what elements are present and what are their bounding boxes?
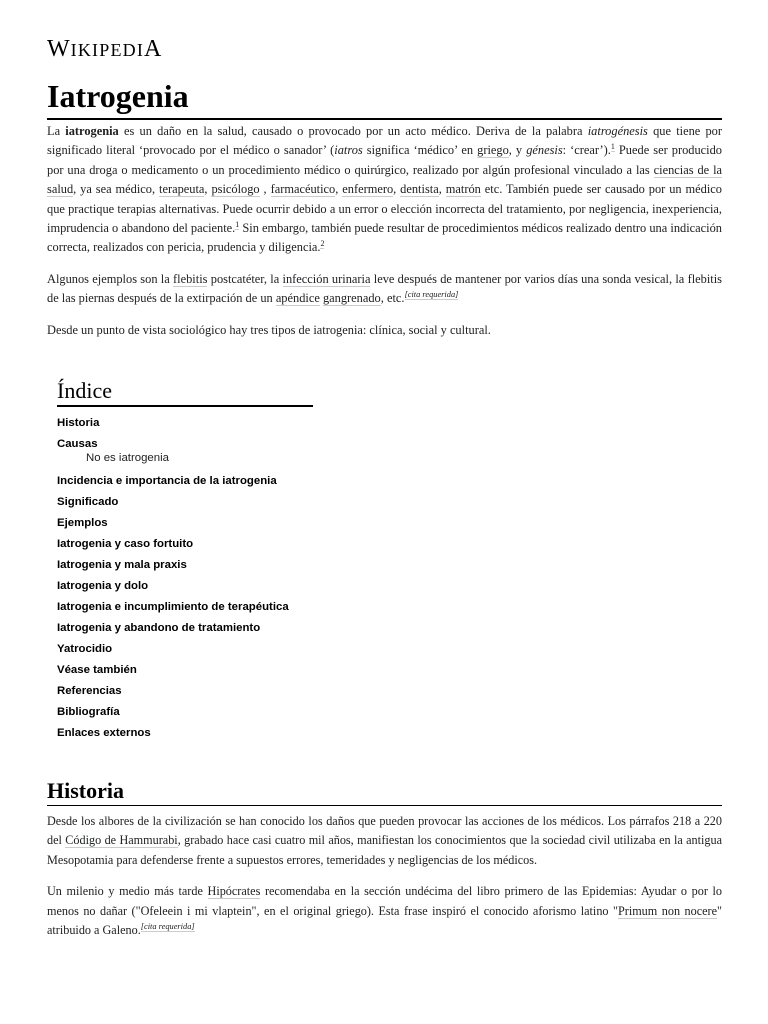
toc-item-ejemplos[interactable]: Ejemplos [57,517,108,530]
text: significa ‘médico’ en [362,143,478,158]
text: Sin embargo, también puede resultar de procedimientos médicos realizado dentro una indicación correcta, realizados con pericia, prudencia y diligencia. [47,221,722,255]
text: Desde los albores de la civilización se han conocido los daños que pueden provocar las acciones de los médicos. Los párrafos 218 a 220 del [47,814,722,848]
link-dentista[interactable]: dentista [400,182,439,197]
link-hipocrates[interactable]: Hipócrates [207,884,261,899]
toc-item-enlaces-externos[interactable]: Enlaces externos [57,727,151,740]
toc-title: Índice [57,378,313,407]
text: La [47,124,66,138]
toc-item-abandono[interactable]: Iatrogenia y abandono de tratamiento [57,622,261,635]
bold-term: iatrogenia [65,124,119,138]
link-griego[interactable]: griego [477,143,509,158]
toc-list [57,413,457,744]
intro-paragraph-3: Desde un punto de vista sociológico hay tres tipos de iatrogenia: clínica, social y cultural. [47,322,491,337]
italic-term: génesis [526,143,563,158]
toc-item-incumplimiento[interactable]: Iatrogenia e incumplimiento de terapéutica [57,601,289,614]
link-codigo-de-hammurabi[interactable]: Código de Hammurabi [65,833,178,848]
citation-needed-link[interactable]: [cita requerida] [140,922,195,932]
historia-paragraph-2 [47,882,722,940]
toc-item-caso-fortuito[interactable]: Iatrogenia y caso fortuito [57,538,194,551]
text: recomendaba en la sección undécima del libro primero de las Epidemias: Ayudar o por lo menos no dañar ("Ofeleein i mi vlaptein", en el original griego). Esta frase inspiró el conocido aforismo latino " [47,884,722,918]
text: : ‘crear’). [562,143,611,158]
link-terapeuta[interactable]: terapeuta [159,182,205,197]
text: , etc. [380,291,405,306]
text: que tiene por significado literal ‘provocado por el médico o sanador’ ( [47,124,723,158]
text: etc. También puede ser causado por un médico que practique terapias alternativas. Puede ocurrir debido a un error o elección incorrecta del tratamiento, por negligencia, inexperiencia, imprudencia o abandono del paciente. [47,182,722,236]
link-psicologo[interactable]: psicólogo [211,182,260,197]
historia-paragraph-1 [47,812,722,870]
text: , [393,182,401,197]
section-historia [47,812,722,940]
link-gangrenado[interactable]: gangrenado [322,291,381,306]
toc-item-incidencia[interactable]: Incidencia e importancia de la iatrogenia [57,475,277,488]
toc-item-mala-praxis[interactable]: Iatrogenia y mala praxis [57,559,187,572]
link-matron[interactable]: matrón [445,182,481,197]
text: Puede ser producido por una droga o medicamento o un procedimiento médico o quirúrgico, realizado por algún profesional vinculado a las [47,143,722,177]
reference-link[interactable]: 2 [320,239,325,249]
reference-link[interactable]: 1 [610,142,615,152]
text: , [335,182,343,197]
toc-item-causas[interactable]: Causas [57,438,98,451]
table-of-contents [57,378,457,744]
text: , [438,182,446,197]
wikipedia-logo[interactable] [47,36,162,63]
toc-item-dolo[interactable]: Iatrogenia y dolo [57,580,149,593]
text: Algunos ejemplos son la [47,271,174,286]
link-enfermero[interactable]: enfermero [342,182,394,197]
text: , y [508,143,527,158]
toc-item-significado[interactable]: Significado [57,496,119,509]
text: es un daño en la salud, causado o provocado por un acto médico. Deriva de la palabra [118,124,588,138]
italic-term: iatrogénesis [587,124,648,138]
link-apendice[interactable]: apéndice [275,291,320,306]
text: , [204,182,212,197]
citation-needed-link[interactable]: [cita requerida] [404,290,459,300]
page-title: Iatrogenia [47,78,189,114]
toc-item-historia[interactable]: Historia [57,417,100,430]
link-ciencias-de-la-salud[interactable]: ciencias de la salud [47,162,723,197]
text: Un milenio y medio más tarde [47,884,208,899]
text: leve después de mantener por varios días una sonda vesical, la flebitis de las piernas después de la extirpación de un [47,271,722,306]
text: , ya sea médico, [73,182,160,197]
toc-item-bibliografia[interactable]: Bibliografía [57,706,120,719]
intro-paragraph-2 [47,270,722,309]
toc-item-referencias[interactable]: Referencias [57,685,122,698]
text: postcatéter, la [207,271,283,286]
text: , [259,182,271,197]
intro-paragraph-1 [47,122,722,258]
toc-subitem-no-es-iatrogenia[interactable]: No es iatrogenia [86,452,169,465]
reference-link[interactable]: 1 [235,219,240,229]
text: " atribuido a Galeno. [47,903,722,938]
link-primum-non-nocere[interactable]: Primum non nocere [617,903,718,918]
logo-wordmark: WIKIPEDIA [47,36,163,62]
text: , grabado hace casi cuatro mil años, manifiestan los conocimientos que la sociedad civil utilizaba en la antigua Mesopotamia para defenderse frente a supuestos errores, temeridades y negligencias de los médicos. [47,833,723,867]
section-heading-historia: Historia [47,778,722,806]
toc-item-yatrocidio[interactable]: Yatrocidio [57,643,113,656]
italic-term: iatros [334,143,363,158]
title-divider [47,118,722,120]
link-flebitis[interactable]: flebitis [173,271,208,286]
link-infeccion-urinaria[interactable]: infección urinaria [282,271,371,286]
article-content [47,122,722,953]
toc-item-vease-tambien[interactable]: Véase también [57,664,137,677]
link-farmaceutico[interactable]: farmacéutico [270,182,336,197]
